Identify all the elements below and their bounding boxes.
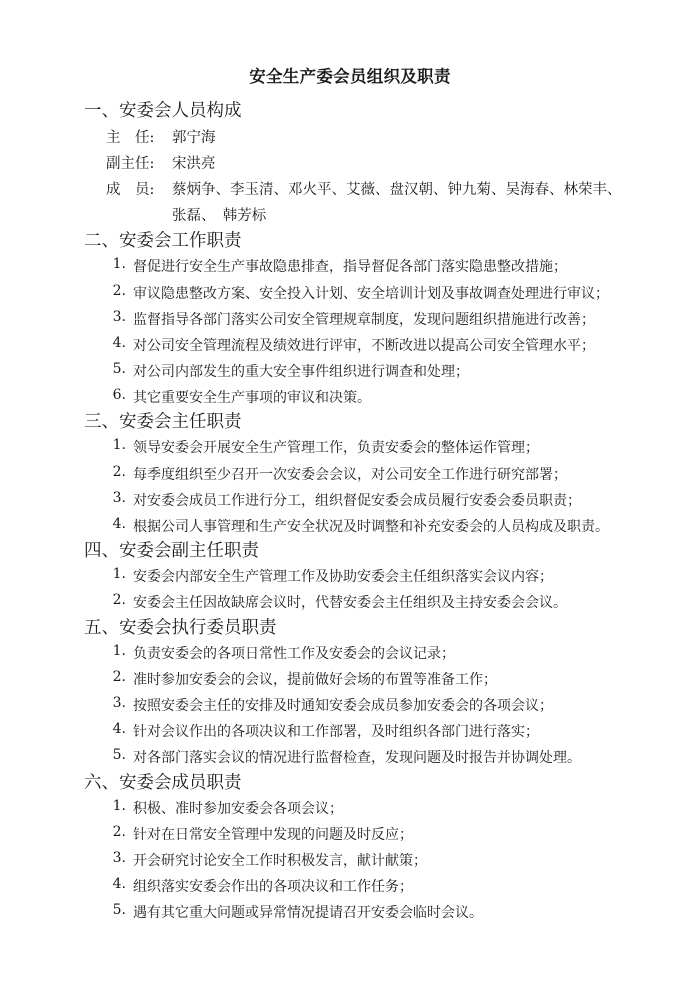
list-item-text: 对安委会成员工作进行分工，组织督促安委会成员履行安委会委员职责； [133,493,581,509]
director-name: 郭宁海 [172,130,216,146]
list-item-text: 开会研究讨论安全工作时积极发言，献计献策； [133,853,427,869]
list-item-number: 6. [112,387,126,403]
deputy-name: 宋洪亮 [172,156,216,172]
list-item-number: 4. [112,335,126,351]
list-item-text: 对公司安全管理流程及绩效进行评审，不断改进以提高公司安全管理水平； [133,338,595,354]
list-item-number: 1. [112,798,126,814]
list-item-number: 2. [112,464,126,480]
members-label: 成 员: [106,182,155,198]
list-item-number: 2. [112,669,126,685]
list-item-number: 5. [112,747,126,763]
list-item-text: 按照安委会主任的安排及时通知安委会成员参加安委会的各项会议； [133,698,553,714]
list-item-number: 1. [112,256,126,272]
list-item-text: 监督指导各部门落实公司安全管理规章制度，发现问题组织措施进行改善； [133,312,595,328]
list-item-number: 3. [112,490,126,506]
list-item-number: 5. [112,361,126,377]
deputy-label: 副主任: [106,156,155,172]
list-item-number: 2. [112,592,126,608]
list-item-text: 对公司内部发生的重大安全事件组织进行调查和处理； [133,364,469,380]
list-item-text: 组织落实安委会作出的各项决议和工作任务； [133,879,413,895]
list-item-text: 对各部门落实会议的情况进行监督检查，发现问题及时报告并协调处理。 [133,750,581,766]
list-item-number: 4. [112,516,126,532]
section-heading-committee-duties: 二、安委会工作职责 [84,231,242,251]
list-item-text: 准时参加安委会的会议，提前做好会场的布置等准备工作； [133,672,497,688]
list-item-text: 审议隐患整改方案、安全投入计划、安全培训计划及事故调查处理进行审议； [133,286,609,302]
list-item-text: 遇有其它重大问题或异常情况提请召开安委会临时会议。 [133,905,483,921]
section-heading-director-duties: 三、安委会主任职责 [84,412,242,432]
list-item-text: 根据公司人事管理和生产安全状况及时调整和补充安委会的人员构成及职责。 [133,519,609,535]
list-item-number: 4. [112,721,126,737]
list-item-text: 安委会内部安全生产管理工作及协助安委会主任组织落实会议内容； [133,569,553,585]
list-item-text: 每季度组织至少召开一次安委会会议，对公司安全工作进行研究部署； [133,467,567,483]
list-item-text: 其它重要安全生产事项的审议和决策。 [133,390,371,406]
list-item-number: 3. [112,695,126,711]
list-item-text: 针对会议作出的各项决议和工作部署，及时组织各部门进行落实； [133,724,539,740]
list-item-number: 3. [112,850,126,866]
list-item-number: 1. [112,566,126,582]
list-item-number: 3. [112,309,126,325]
members-list-line-2: 张磊、 韩芳标 [172,208,267,224]
section-heading-member-duties: 六、安委会成员职责 [84,773,242,793]
list-item-number: 4. [112,876,126,892]
section-heading-deputy-duties: 四、安委会副主任职责 [84,541,259,561]
document-title: 安全生产委会员组织及职责 [249,67,451,86]
section-heading-executive-duties: 五、安委会执行委员职责 [84,618,277,638]
list-item-text: 安委会主任因故缺席会议时，代替安委会主任组织及主持安委会会议。 [133,595,567,611]
director-label: 主 任: [106,130,155,146]
list-item-number: 1. [112,437,126,453]
section-heading-composition: 一、安委会人员构成 [84,101,242,121]
list-item-number: 2. [112,283,126,299]
list-item-number: 2. [112,824,126,840]
list-item-number: 1. [112,643,126,659]
list-item-text: 负责安委会的各项日常性工作及安委会的会议记录； [133,646,455,662]
list-item-number: 5. [112,902,126,918]
members-list-line-1: 蔡炳争、李玉清、邓火平、艾薇、盘汉朝、钟九菊、吴海春、林荣丰、 [172,182,622,198]
list-item-text: 针对在日常安全管理中发现的问题及时反应； [133,827,413,843]
list-item-text: 督促进行安全生产事故隐患排查，指导督促各部门落实隐患整改措施； [133,259,567,275]
list-item-text: 领导安委会开展安全生产管理工作，负责安委会的整体运作管理； [133,440,539,456]
list-item-text: 积极、准时参加安委会各项会议； [133,801,343,817]
